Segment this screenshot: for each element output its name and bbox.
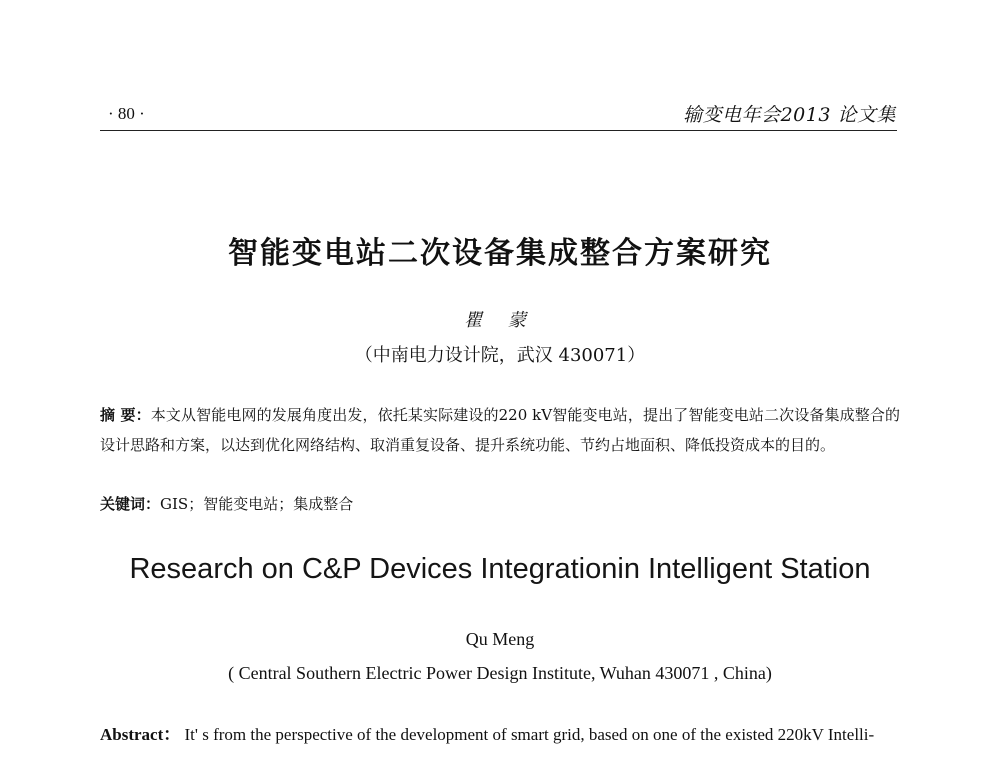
english-title: Research on C&P Devices Integrationin Intelligent Station <box>129 553 871 585</box>
chinese-keywords <box>100 493 900 514</box>
page-number: · 80 · <box>108 104 145 123</box>
journal-title: 输变电年会2013 论文集 <box>683 104 896 126</box>
chinese-title: 智能变电站二次设备集成整合方案研究 <box>228 236 772 271</box>
english-affiliation: ( Central Southern Electric Power Design Institute, Wuhan 430071 , China) <box>228 663 772 683</box>
chinese-abstract-text: 本文从智能电网的发展角度出发，依托某实际建设的220 kV智能变电站，提出了智能变电站二次设备集成整合的设计思路和方案，以达到优化网络结构、取消重复设备、提升系统功能、节约占地面积、降低投资成本的目的。 <box>100 406 900 454</box>
chinese-abstract-label: 摘 要： <box>100 406 151 424</box>
chinese-keywords-text: GIS；智能变电站；集成整合 <box>160 495 354 513</box>
english-abstract-text: It' s from the perspective of the development of smart grid, based on one of the existed 220kV Intelli- <box>180 725 875 744</box>
english-abstract <box>100 720 900 750</box>
english-abstract-label: Abstract： <box>100 725 181 744</box>
chinese-affiliation: （中南电力设计院，武汉 430071） <box>354 345 646 366</box>
chinese-keywords-label: 关键词： <box>100 495 161 513</box>
chinese-abstract <box>100 400 900 460</box>
english-author: Qu Meng <box>465 629 535 649</box>
header-rule <box>100 130 897 131</box>
chinese-author: 瞿 蒙 <box>464 310 536 331</box>
